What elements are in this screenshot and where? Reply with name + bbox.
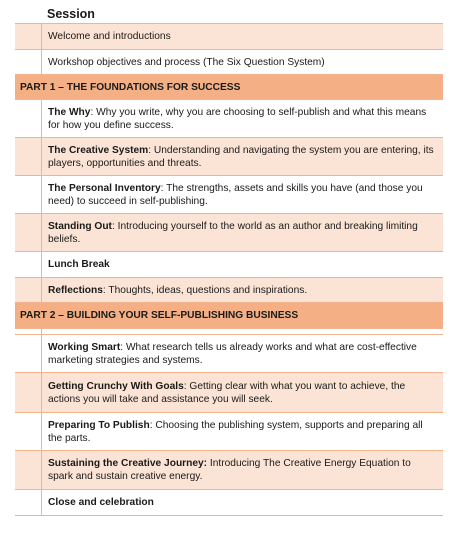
row-content: [48, 284, 307, 297]
row-text: : Why you write, why you are choosing to self-publish and what this means for how you define success.: [48, 106, 427, 131]
table-row: [15, 252, 443, 278]
table-row: [15, 214, 443, 252]
table-row: [15, 24, 443, 50]
table-row: [15, 451, 443, 490]
row-content: [48, 419, 437, 445]
row-content: [48, 182, 437, 208]
row-term: Close and celebration: [48, 497, 154, 508]
row-content: [48, 106, 437, 132]
row-content: [48, 144, 437, 170]
row-term: Sustaining the Creative Journey:: [48, 458, 208, 469]
row-term: The Creative System: [48, 144, 149, 156]
table-header-row: [15, 4, 443, 24]
table-row: [15, 278, 443, 303]
row-term: Lunch Break: [48, 259, 110, 270]
row-text: : Getting clear with what you want to achieve, the actions you will take and assistance you will seek.: [48, 380, 406, 405]
table-row: [15, 413, 443, 451]
table-row: [15, 490, 443, 516]
table-row: [15, 176, 443, 214]
row-text: : Thoughts, ideas, questions and inspirations.: [102, 284, 308, 296]
part-heading: PART 2 – BUILDING YOUR SELF-PUBLISHING BUSINESS: [15, 303, 443, 329]
row-term: The Why: [48, 106, 91, 118]
row-text: : The strengths, assets and skills you have (and those you need) to succeed in self-publishing.: [48, 182, 423, 207]
table-row: [15, 100, 443, 138]
row-term: Getting Crunchy With Goals: [48, 380, 184, 392]
row-text: : What research tells us already works and what are cost-effective marketing strategies and systems.: [48, 341, 417, 366]
row-text: Introducing The Creative Energy Equation to spark and sustain creative energy.: [48, 458, 411, 482]
row-term: Reflections: [48, 284, 103, 296]
table-row: [15, 335, 443, 373]
row-text: : Understanding and navigating the system you are entering, its players, opportunities and threats.: [48, 144, 434, 169]
row-content: [48, 341, 437, 367]
part-heading: PART 1 – THE FOUNDATIONS FOR SUCCESS: [15, 75, 443, 100]
row-content: [48, 457, 437, 483]
row-text: : Choosing the publishing system, supports and preparing all the parts.: [48, 419, 423, 444]
row-term: Standing Out: [48, 220, 112, 232]
row-term: The Personal Inventory: [48, 182, 161, 194]
table-row: [15, 138, 443, 176]
table-row: [15, 50, 443, 75]
row-content: [48, 380, 437, 406]
row-text: Workshop objectives and process (The Six Question System): [48, 56, 325, 68]
row-content: [48, 220, 437, 246]
row-text: : Introducing yourself to the world as an author and breaking limiting beliefs.: [48, 220, 418, 245]
row-term: Working Smart: [48, 341, 121, 353]
header-session: Session: [47, 7, 95, 21]
session-table: [15, 4, 443, 516]
row-text: Welcome and introductions: [48, 31, 171, 42]
row-term: Preparing To Publish: [48, 419, 150, 431]
table-row: [15, 373, 443, 413]
